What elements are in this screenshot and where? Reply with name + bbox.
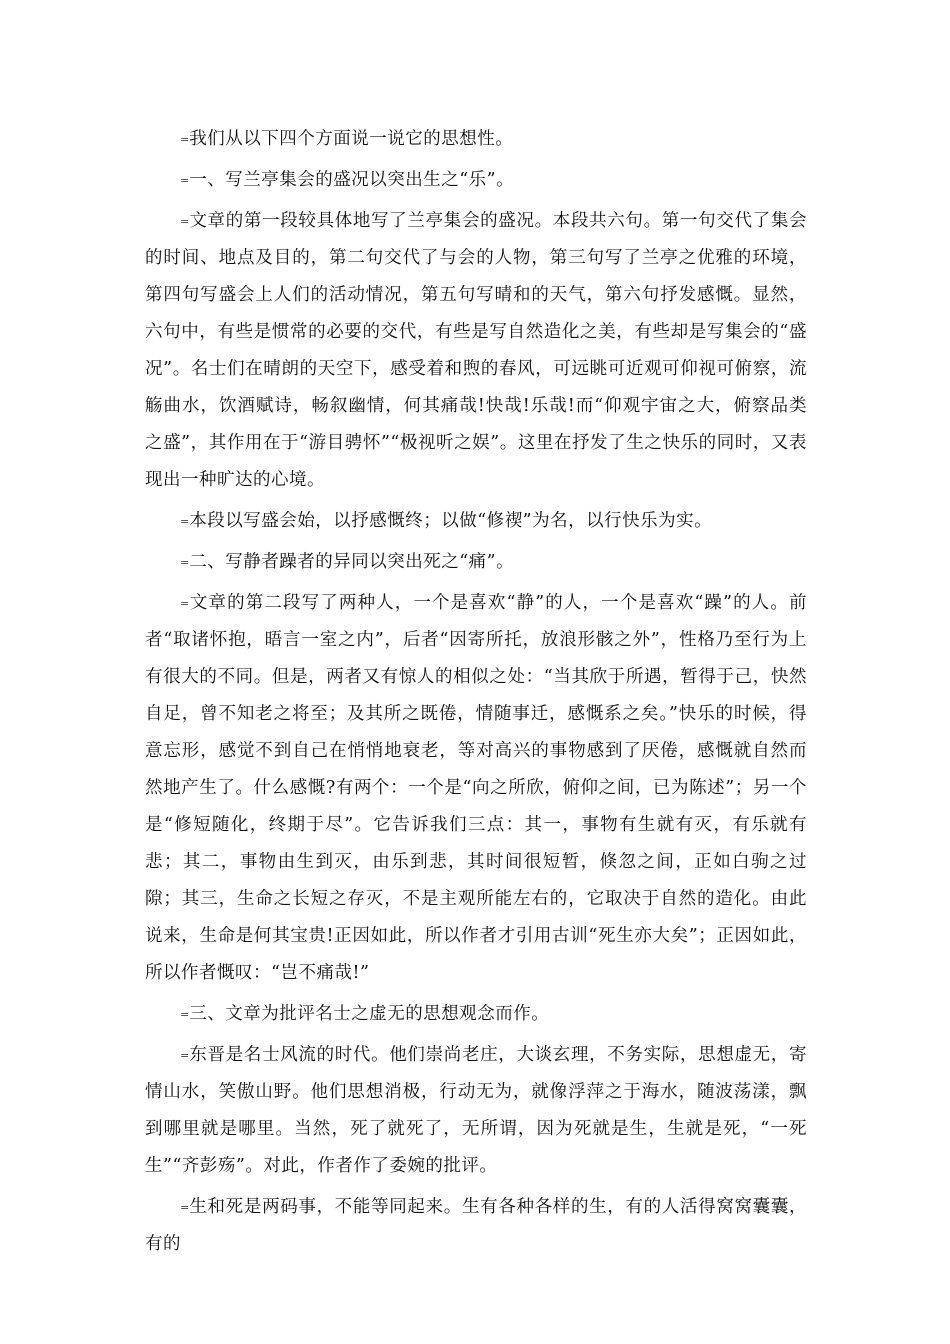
- paragraph-marker: =: [180, 1201, 189, 1214]
- paragraph-2: [145, 162, 807, 199]
- section-heading-1: 一、写兰亭集会的盛况以突出生之“乐”。: [189, 170, 515, 190]
- paragraph-5: [145, 544, 807, 581]
- paragraph-marker: =: [180, 515, 189, 528]
- paragraph-9: [145, 1189, 807, 1263]
- paragraph-marker: =: [180, 1049, 189, 1062]
- paragraph-7: [145, 996, 807, 1033]
- paragraph-6: [145, 585, 807, 992]
- section-heading-2: 二、写静者躁者的异同以突出死之“痛”。: [189, 552, 515, 572]
- paragraph-marker: =: [180, 133, 189, 146]
- paragraph-4: [145, 503, 807, 540]
- paragraph-marker: =: [180, 556, 189, 569]
- paragraph-1: [145, 121, 807, 158]
- paragraph-marker: =: [180, 597, 189, 610]
- paragraph-8: [145, 1037, 807, 1185]
- paragraph-marker: =: [180, 215, 189, 228]
- paragraph-text: 东晋是名士风流的时代。他们崇尚老庄，大谈玄理，不务实际，思想虚无，寄情山水，笑傲山野。他们思想消极，行动无为，就像浮萍之于海水，随波荡漾，飘到哪里就是哪里。当然，死了就死了，无所谓，因为死就是生，生就是死，“一死生”“齐彭殇”。对此，作者作了委婉的批评。: [145, 1045, 807, 1176]
- paragraph-marker: =: [180, 174, 189, 187]
- paragraph-text: 我们从以下四个方面说一说它的思想性。: [189, 129, 514, 149]
- paragraph-text: 本段以写盛会始，以抒感慨终；以做“修禊”为名，以行快乐为实。: [189, 511, 713, 531]
- document-body: [145, 121, 807, 1267]
- paragraph-marker: =: [180, 1008, 189, 1021]
- paragraph-text: 生和死是两码事，不能等同起来。生有各种各样的生，有的人活得窝窝囊囊，有的: [145, 1197, 807, 1254]
- paragraph-text: 文章的第一段较具体地写了兰亭集会的盛况。本段共六句。第一句交代了集会的时间、地点及目的，第二句交代了与会的人物，第三句写了兰亭之优雅的环境，第四句写盛会上人们的活动情况，第五句写晴和的天气，第六句抒发感慨。显然，六句中，有些是惯常的必要的交代，有些是写自然造化之美，有些却是写集会的“盛况”。名士们在晴朗的天空下，感受着和煦的春风，可远眺可近观可仰视可俯察，流觞曲水，饮酒赋诗，畅叙幽情，何其痛哉!快哉!乐哉!而“仰观宇宙之大，俯察品类之盛”，其作用在于“游目骋怀”“极视听之娱”。这里在抒发了生之快乐的同时，又表现出一种旷达的心境。: [145, 211, 807, 490]
- paragraph-text: 文章的第二段写了两种人，一个是喜欢“静”的人，一个是喜欢“躁”的人。前者“取诸怀抱，晤言一室之内”，后者“因寄所托，放浪形骸之外”，性格乃至行为上有很大的不同。但是，两者又有惊人的相似之处：“当其欣于所遇，暂得于己，快然自足，曾不知老之将至；及其所之既倦，情随事迁，感慨系之矣。”快乐的时候，得意忘形，感觉不到自己在悄悄地衰老，等对高兴的事物感到了厌倦，感慨就自然而然地产生了。什么感慨?有两个：一个是“向之所欣，俯仰之间，已为陈述”；另一个是“修短随化，终期于尽”。它告诉我们三点：其一，事物有生就有灭，有乐就有悲；其二，事物由生到灭，由乐到悲，其时间很短暂，倏忽之间，正如白驹之过隙；其三，生命之长短之存灭，不是主观所能左右的，它取决于自然的造化。由此说来，生命是何其宝贵!正因如此，所以作者才引用古训“死生亦大矣”；正因如此，所以作者慨叹：“岂不痛哉!”: [145, 593, 807, 983]
- paragraph-3: [145, 203, 807, 499]
- section-heading-3: 三、文章为批评名士之虚无的思想观念而作。: [189, 1004, 550, 1024]
